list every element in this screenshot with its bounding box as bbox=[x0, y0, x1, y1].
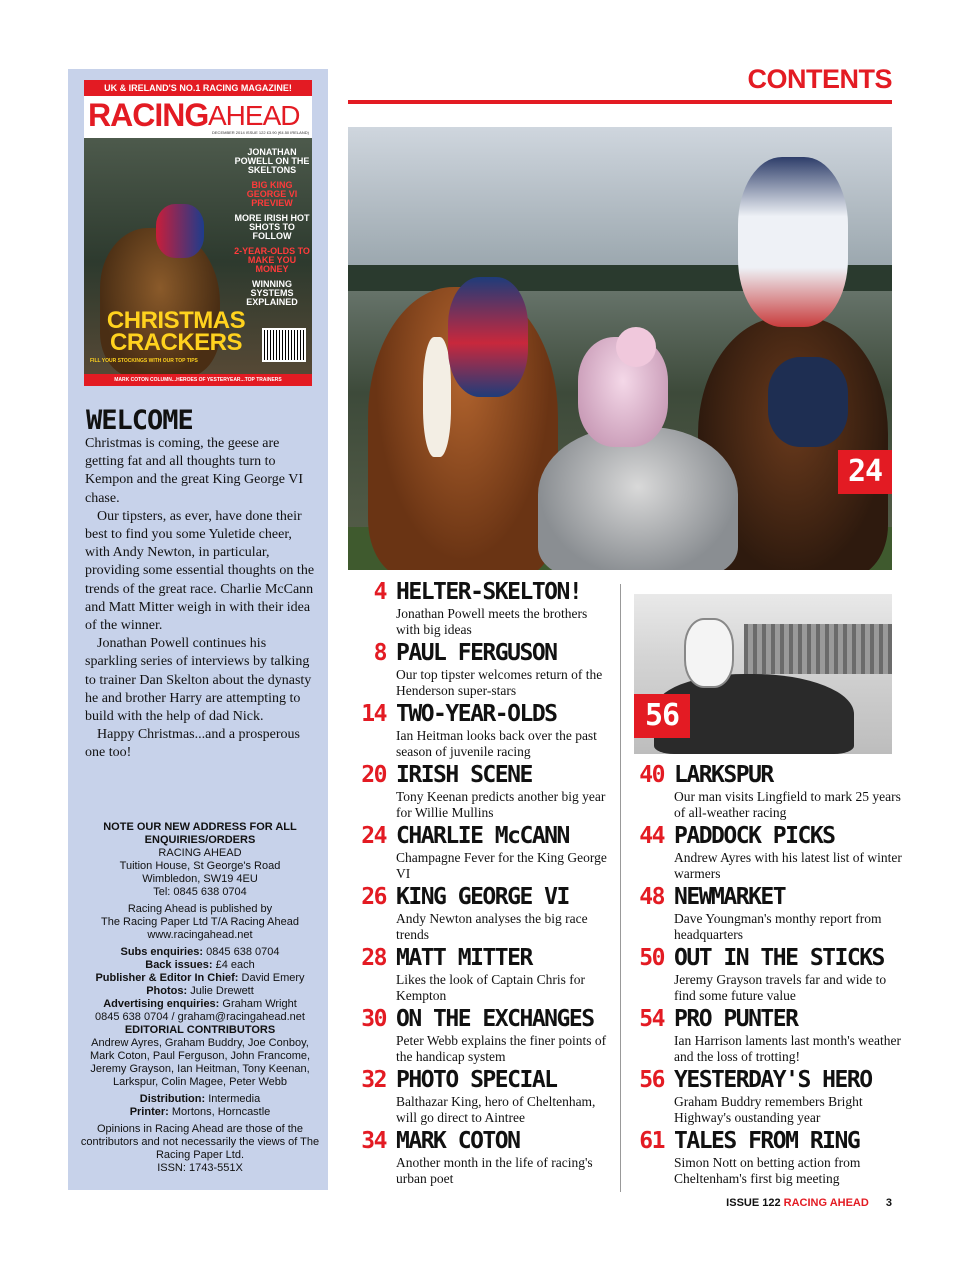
contents-entry[interactable] bbox=[348, 823, 618, 881]
entry-page-number: 28 bbox=[361, 945, 386, 971]
credit-label: Printer: bbox=[129, 1106, 169, 1118]
entry-description: Jeremy Grayson travels far and wide to find some future value bbox=[674, 972, 887, 1003]
welcome-paragraph: Our tipsters, as ever, have done their best to find you some Yuletide cheer, with Andy Newton, in particular, providing some essential thoughts on the trends of the great race. Charlie McCann and Matt Mitter weigh in with their idea of the winner. bbox=[85, 508, 315, 634]
credit-label: Advertising enquiries: bbox=[103, 998, 220, 1010]
credit-value: Graham Wright bbox=[222, 998, 297, 1010]
credit-value: Mortons, Horncastle bbox=[171, 1106, 271, 1118]
entry-description: Peter Webb explains the finer points of the handicap system bbox=[396, 1033, 607, 1064]
cover-bottom-banner: MARK COTON COLUMN...HEROES OF YESTERYEAR...TOP TRAINERS bbox=[84, 374, 312, 386]
website-link[interactable]: www.racingahead.net bbox=[147, 929, 253, 941]
cover-headline: BIG KING GEORGE VI PREVIEW bbox=[246, 180, 298, 208]
entry-page-number: 4 bbox=[373, 579, 386, 605]
credit-line bbox=[78, 985, 322, 998]
header-rule bbox=[348, 100, 892, 104]
entry-description: Dave Youngman's monthy report from headquarters bbox=[674, 911, 882, 942]
contents-entry[interactable] bbox=[634, 1006, 901, 1064]
footer-page-number: 3 bbox=[885, 1197, 892, 1209]
masthead-racing: RACING bbox=[88, 97, 209, 133]
cover-headline: MORE IRISH HOT SHOTS TO FOLLOW bbox=[234, 213, 310, 241]
contents-entry[interactable] bbox=[348, 640, 618, 698]
disclaimer: Opinions in Racing Ahead are those of the contributors and not necessarily the views of The Racing Paper Ltd. bbox=[80, 1123, 320, 1161]
entry-page-number: 50 bbox=[639, 945, 664, 971]
entry-page-number: 8 bbox=[373, 640, 386, 666]
entry-page-number: 48 bbox=[639, 884, 664, 910]
welcome-paragraph: Jonathan Powell continues his sparkling series of interviews by talking to trainer Dan Skelton about the dynasty he and brother Harry are attempting to build with the help of dad Nick. bbox=[85, 636, 312, 725]
address-heading: NOTE OUR NEW ADDRESS FOR ALL ENQUIRIES/ORDERS bbox=[103, 821, 297, 846]
column-divider bbox=[620, 584, 621, 1192]
entry-page-number: 26 bbox=[361, 884, 386, 910]
address-line: Tel: 0845 638 0704 bbox=[153, 886, 247, 898]
entry-title: PHOTO SPECIAL bbox=[396, 1067, 557, 1093]
contents-entry[interactable] bbox=[634, 884, 892, 942]
publisher-line: The Racing Paper Ltd T/A Racing Ahead bbox=[101, 916, 299, 928]
entry-description: Balthazar King, hero of Cheltenham, will go direct to Aintree bbox=[396, 1094, 596, 1125]
photo-jockey-cap bbox=[616, 327, 656, 367]
contents-entry[interactable] bbox=[634, 762, 901, 820]
entry-page-number: 14 bbox=[361, 701, 386, 727]
entry-title: IRISH SCENE bbox=[396, 762, 532, 788]
photo-horse-hood bbox=[768, 357, 848, 447]
entry-description: Champagne Fever for the King George VI bbox=[396, 850, 607, 881]
cover-jockey-image bbox=[156, 204, 204, 258]
credit-line bbox=[78, 946, 322, 959]
cover-headline: 2-YEAR-OLDS TO MAKE YOU MONEY bbox=[234, 246, 310, 274]
contents-entry[interactable] bbox=[348, 1128, 618, 1186]
cover-headline: JONATHAN POWELL ON THE SKELTONS bbox=[234, 147, 310, 175]
credit-value: 0845 638 0704 bbox=[206, 946, 280, 958]
sidebar bbox=[68, 69, 328, 1190]
entry-description: Another month in the life of racing's urban poet bbox=[396, 1155, 593, 1186]
entry-description: Likes the look of Captain Chris for Kempton bbox=[396, 972, 585, 1003]
entry-page-number: 20 bbox=[361, 762, 386, 788]
entry-title: KING GEORGE VI bbox=[396, 884, 569, 910]
credit-label: Back issues: bbox=[145, 959, 213, 971]
credit-line bbox=[78, 959, 322, 972]
welcome-paragraph: Happy Christmas...and a prosperous one too! bbox=[85, 727, 300, 761]
entry-description: Ian Heitman looks back over the past season of juvenile racing bbox=[396, 728, 597, 759]
welcome-body bbox=[85, 435, 317, 763]
advertising-contact: 0845 638 0704 / graham@racingahead.net bbox=[95, 1011, 305, 1023]
address-line: RACING AHEAD bbox=[158, 847, 242, 859]
welcome-title: WELCOME bbox=[86, 405, 193, 436]
entry-page-number: 61 bbox=[639, 1128, 664, 1154]
contents-entry[interactable] bbox=[348, 945, 618, 1003]
credit-label: Subs enquiries: bbox=[120, 946, 204, 958]
entry-title: PADDOCK PICKS bbox=[674, 823, 835, 849]
cover-issue-line: DECEMBER 2014 ISSUE 122 £3.90 (€4.50 IRELAND) bbox=[212, 130, 309, 135]
entry-page-number: 56 bbox=[639, 1067, 664, 1093]
main-race-photo[interactable] bbox=[348, 127, 892, 570]
imprint bbox=[78, 821, 322, 1179]
entry-title: TWO-YEAR-OLDS bbox=[396, 701, 557, 727]
page-title: CONTENTS bbox=[747, 64, 892, 94]
credit-value: £4 each bbox=[215, 959, 255, 971]
entry-description: Graham Buddry remembers Bright Highway's oustanding year bbox=[674, 1094, 863, 1125]
credit-line bbox=[78, 998, 322, 1011]
cover-masthead bbox=[84, 96, 312, 138]
credit-value: Intermedia bbox=[208, 1093, 261, 1105]
credit-label: Photos: bbox=[146, 985, 188, 997]
entry-title: TALES FROM RING bbox=[674, 1128, 860, 1154]
masthead-ahead: AHEAD bbox=[208, 100, 300, 131]
footer-issue: ISSUE 122 bbox=[726, 1197, 781, 1209]
contents-entry[interactable] bbox=[348, 701, 618, 759]
photo-bw-jockey bbox=[684, 618, 734, 688]
contents-entry[interactable] bbox=[634, 945, 892, 1003]
cover-tagline: FILL YOUR STOCKINGS WITH OUR TOP TIPS bbox=[90, 358, 198, 364]
contents-entry[interactable] bbox=[634, 1067, 892, 1125]
credit-value: Julie Drewett bbox=[190, 985, 254, 997]
entry-title: PAUL FERGUSON bbox=[396, 640, 557, 666]
entry-title: OUT IN THE STICKS bbox=[674, 945, 884, 971]
entry-title: CHARLIE McCANN bbox=[396, 823, 569, 849]
page-footer bbox=[726, 1197, 892, 1209]
credit-line bbox=[78, 972, 322, 985]
photo-jockey-red-blue bbox=[448, 277, 528, 397]
magazine-cover[interactable] bbox=[84, 80, 312, 386]
entry-page-number: 34 bbox=[361, 1128, 386, 1154]
contents-entry[interactable] bbox=[634, 823, 902, 881]
entry-description: Our top tipster welcomes return of the Henderson super-stars bbox=[396, 667, 603, 698]
photo-page-tag-24: 24 bbox=[838, 450, 892, 494]
entry-title: LARKSPUR bbox=[674, 762, 773, 788]
issn: ISSN: 1743-551X bbox=[157, 1162, 243, 1174]
entry-title: MATT MITTER bbox=[396, 945, 532, 971]
photo-page-tag-56: 56 bbox=[634, 694, 690, 738]
photo-horse-blaze bbox=[423, 337, 451, 457]
credit-label: Publisher & Editor In Chief: bbox=[95, 972, 239, 984]
address-line: Wimbledon, SW19 4EU bbox=[142, 873, 258, 885]
entry-page-number: 44 bbox=[639, 823, 664, 849]
entry-page-number: 40 bbox=[639, 762, 664, 788]
entry-page-number: 24 bbox=[361, 823, 386, 849]
contents-entry[interactable] bbox=[348, 884, 618, 942]
cover-top-banner: UK & IRELAND'S NO.1 RACING MAGAZINE! bbox=[84, 80, 312, 96]
credit-label: Distribution: bbox=[139, 1093, 206, 1105]
contributors-heading: EDITORIAL CONTRIBUTORS bbox=[124, 1024, 276, 1036]
welcome-paragraph: Christmas is coming, the geese are getting fat and all thoughts turn to Kempon and the great King George VI chase. bbox=[85, 436, 303, 506]
entry-title: YESTERDAY'S HERO bbox=[674, 1067, 872, 1093]
credit-line bbox=[78, 1106, 322, 1119]
entry-title: ON THE EXCHANGES bbox=[396, 1006, 594, 1032]
barcode-icon bbox=[262, 328, 306, 362]
entry-page-number: 54 bbox=[639, 1006, 664, 1032]
entry-page-number: 30 bbox=[361, 1006, 386, 1032]
credit-line bbox=[78, 1093, 322, 1106]
photo-grey-horse bbox=[538, 427, 738, 570]
entry-description: Ian Harrison laments last month's weather and the loss of trotting! bbox=[674, 1033, 901, 1064]
cover-main-line: CHRISTMAS CRACKERS bbox=[106, 307, 246, 356]
credit-value: David Emery bbox=[241, 972, 305, 984]
entry-description: Andrew Ayres with his latest list of winter warmers bbox=[674, 850, 902, 881]
entry-title: MARK COTON bbox=[396, 1128, 520, 1154]
entry-description: Our man visits Lingfield to mark 25 years of all-weather racing bbox=[674, 789, 901, 820]
entry-title: NEWMARKET bbox=[674, 884, 786, 910]
contents-entry[interactable] bbox=[348, 579, 618, 637]
contributors-list: Andrew Ayres, Graham Buddry, Joe Conboy, Mark Coton, Paul Ferguson, John Francome, Jeremy Grayson, Ian Heitman, Tony Keenan, Larkspur, Colin Magee, Peter Webb bbox=[89, 1037, 311, 1088]
contents-entry[interactable] bbox=[634, 1128, 892, 1186]
entry-title: HELTER-SKELTON! bbox=[396, 579, 582, 605]
entry-title: PRO PUNTER bbox=[674, 1006, 798, 1032]
contents-entry[interactable] bbox=[348, 1067, 618, 1125]
entry-description: Andy Newton analyses the big race trends bbox=[396, 911, 588, 942]
contents-entry[interactable] bbox=[348, 762, 618, 820]
cover-headline: WINNING SYSTEMS EXPLAINED bbox=[246, 279, 298, 307]
entry-description: Tony Keenan predicts another big year for Willie Mullins bbox=[396, 789, 606, 820]
address-line: Tuition House, St George's Road bbox=[119, 860, 281, 872]
cover-headlines bbox=[234, 148, 310, 313]
entry-page-number: 32 bbox=[361, 1067, 386, 1093]
photo-crowd bbox=[744, 624, 892, 674]
footer-brand: RACING AHEAD bbox=[783, 1197, 869, 1209]
entry-description: Simon Nott on betting action from Cheltenham's first big meeting bbox=[674, 1155, 861, 1186]
contents-entry[interactable] bbox=[348, 1006, 618, 1064]
photo-jockey-white bbox=[738, 157, 848, 327]
entry-description: Jonathan Powell meets the brothers with big ideas bbox=[396, 606, 588, 637]
publisher-line: Racing Ahead is published by bbox=[127, 903, 273, 915]
